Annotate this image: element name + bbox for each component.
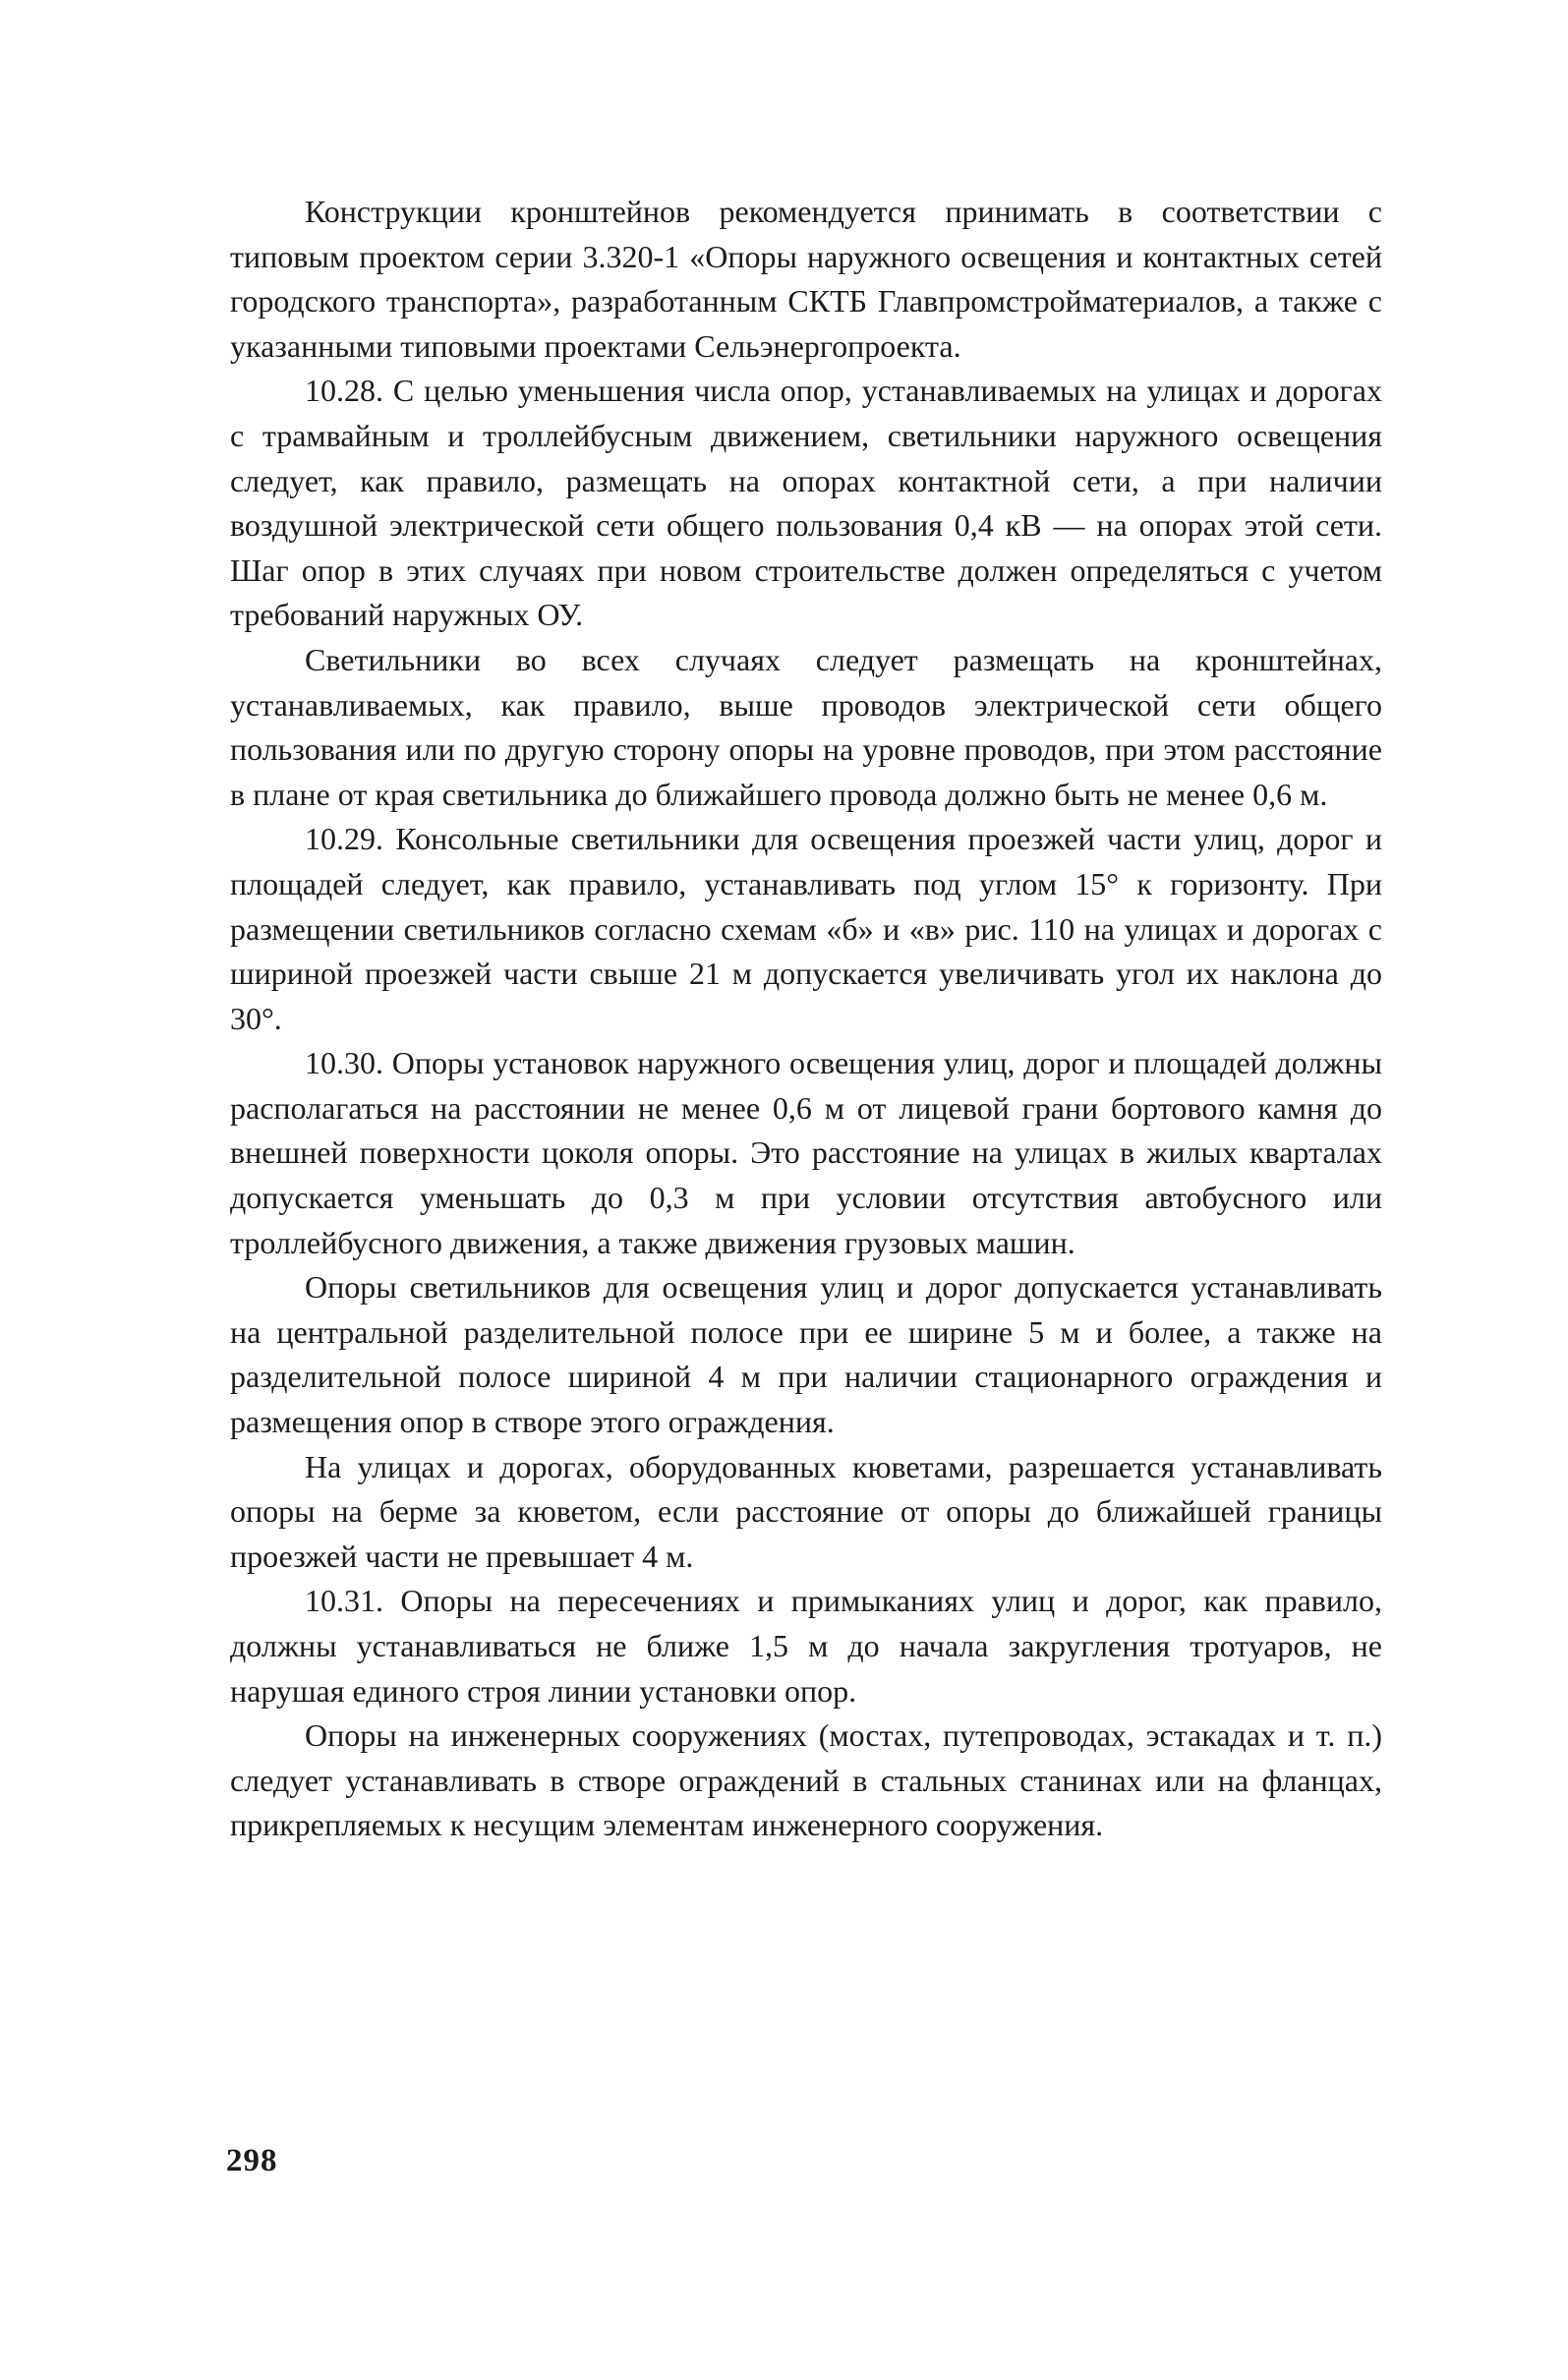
page-body xyxy=(230,190,1382,1848)
paragraph-text: Опоры на инженерных сооружениях (мостах, путепроводах, эстакадах и т. п.) следует устанавливать в створе ограждений в стальных станинах или на фланцах, прикрепляемых к несущим элементам инженерного сооружения. xyxy=(230,1717,1382,1843)
paragraph-10-28 xyxy=(230,369,1382,638)
paragraph-10-31 xyxy=(230,1579,1382,1713)
paragraph-engineering-structures xyxy=(230,1713,1382,1848)
paragraph-10-29 xyxy=(230,817,1382,1041)
paragraph-text: Опоры на пересечениях и примыканиях улиц и дорог, как правило, должны устанавливаться не ближе 1,5 м до начала закругления тротуаров, не нарушая единого строя линии установки опор. xyxy=(230,1583,1382,1709)
paragraph-text: Консольные светильники для освещения проезжей части улиц, дорог и площадей следует, как правило, устанавливать под углом 15° к горизонту. При размещении светильников согласно схемам «б» и «в» рис. 110 на улицах и дорогах с шириной проезжей части свыше 21 м допускается увеличивать угол их наклона до 30°. xyxy=(230,821,1383,1036)
paragraph-ditches xyxy=(230,1445,1382,1580)
paragraph-text: Опоры установок наружного освещения улиц, дорог и площадей должны располагаться на расстоянии не менее 0,6 м от лицевой грани бортового камня до внешней поверхности цоколя опоры. Это расстояние на улицах в жилых кварталах допускается уменьшать до 0,3 м при условии отсутствия автобусного или троллейбусного движения, а также движения грузовых машин. xyxy=(230,1045,1383,1260)
clause-number: 10.29. xyxy=(305,821,383,857)
paragraph-text: Конструкции кронштейнов рекомендуется принимать в соответствии с типовым проектом серии 3.320-1 «Опоры наружного освещения и контактных сетей городского транспорта», разработанным СКТБ Главпромстройматериалов, а также с указанными типовыми проектами Сельэнергопроекта. xyxy=(230,194,1382,364)
clause-number: 10.31. xyxy=(305,1583,383,1619)
page-number: 298 xyxy=(226,2143,278,2178)
paragraph-10-30 xyxy=(230,1041,1382,1265)
clause-number: 10.28. xyxy=(305,373,383,409)
paragraph-text: Светильники во всех случаях следует размещать на кронштейнах, устанавливаемых, как правило, выше проводов электрической сети общего пользования или по другую сторону опоры на уровне проводов, при этом расстояние в плане от края светильника до ближайшего провода должно быть не менее 0,6 м. xyxy=(230,641,1382,812)
paragraph-text: На улицах и дорогах, оборудованных кюветами, разрешается устанавливать опоры на берме за кюветом, если расстояние от опоры до ближайшей границы проезжей части не превышает 4 м. xyxy=(230,1448,1382,1574)
paragraph-text: С целью уменьшения числа опор, устанавливаемых на улицах и дорогах с трамвайным и троллейбусным движением, светильники наружного освещения следует, как правило, размещать на опорах контактной сети, а при наличии воздушной электрической сети общего пользования 0,4 кВ — на опорах этой сети. Шаг опор в этих случаях при новом строительстве должен определяться с учетом требований наружных ОУ. xyxy=(230,373,1383,633)
paragraph-median-strip xyxy=(230,1265,1382,1444)
paragraph-text: Опоры светильников для освещения улиц и дорог допускается устанавливать на центральной разделительной полосе при ее ширине 5 м и более, а также на разделительной полосе шириной 4 м при наличии стационарного ограждения и размещения опор в створе этого ограждения. xyxy=(230,1269,1382,1440)
clause-number: 10.30. xyxy=(305,1045,383,1081)
paragraph-luminaires-brackets xyxy=(230,638,1382,817)
paragraph-brackets-intro xyxy=(230,190,1382,369)
